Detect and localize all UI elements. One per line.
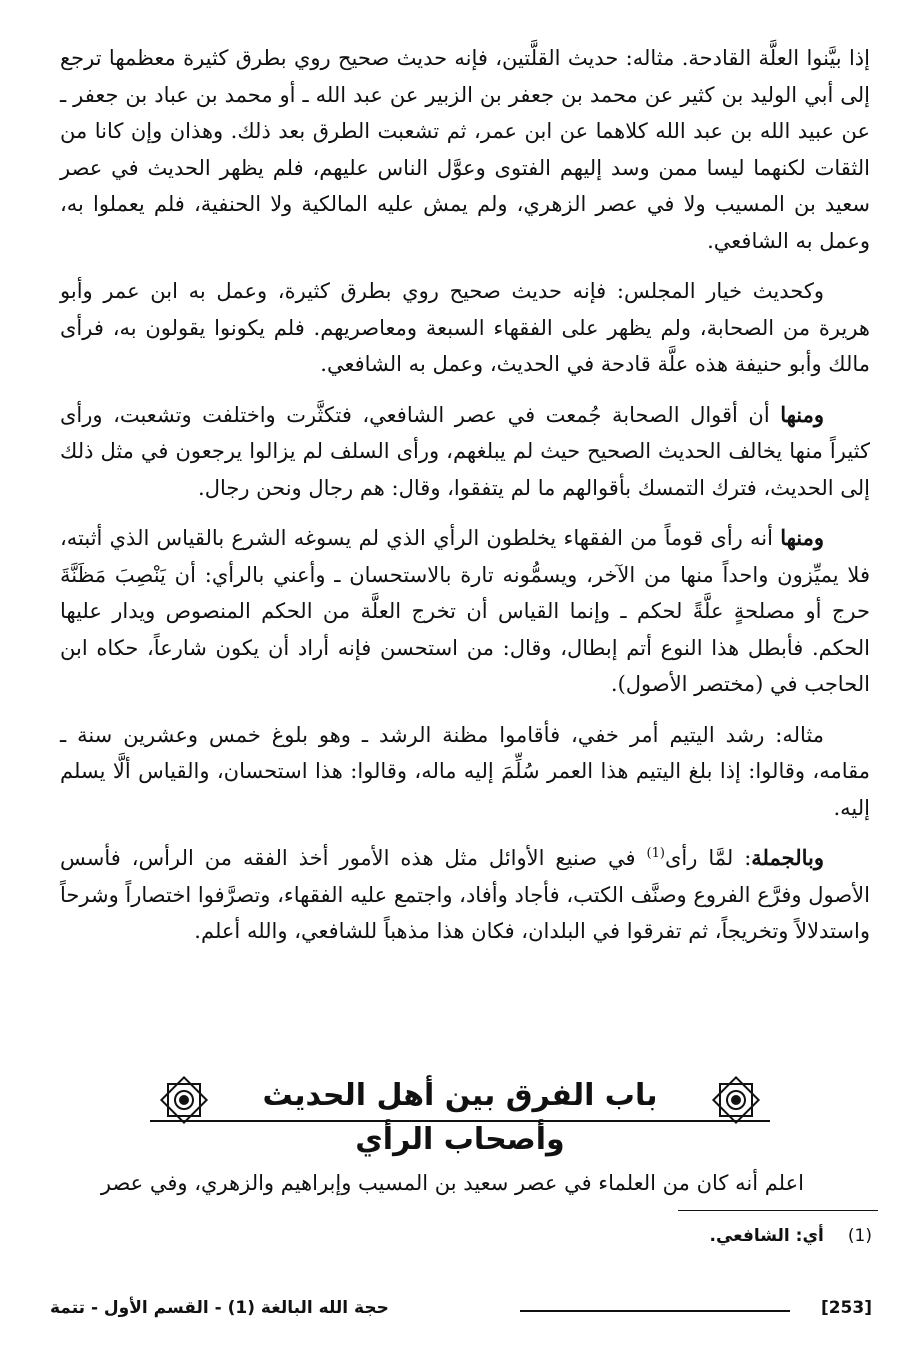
paragraph-text: في صنيع الأوائل مثل هذه الأمور أخذ الفقه من الرأس، فأسس الأصول وفرَّع الفروع وصنَّف الكتب، فأجاد وأفاد، واجتمع عليه الفقهاء، وتصرَّفوا اختصاراً وشرحاً واستدلالاً وتخريجاً، ثم تفرقوا في البلدان، فكان هذا مذهباً للشافعي، والله أعلم. [60, 846, 870, 943]
section-heading-frame [150, 1070, 770, 1157]
paragraph-text: مثاله: رشد اليتيم أمر خفي، فأقاموا مظنة الرشد ـ وهو بلوغ خمس وعشرين سنة ـ مقامه، وقالوا: إذا بلغ اليتيم هذا العمر سُلِّمَ إليه ماله، وقالوا: هذا استحسان، والقياس ألَّا يسلم إليه. [60, 722, 870, 820]
paragraph-5 [60, 717, 870, 827]
paragraph-text: وكحديث خيار المجلس: فإنه حديث صحيح روي بطرق كثيرة، وعمل به ابن عمر وأبو هريرة من الصحابة، ولم يظهر على الفقهاء السبعة ومعاصريهم. فلم يكونوا يقولون به، فرأى مالك وأبو حنيفة هذه علَّة قادحة في الحديث، وعمل به الشافعي. [60, 279, 870, 376]
section-first-line: اعلم أنه كان من العلماء في عصر سعيد بن المسيب وإبراهيم والزهري، وفي عصر [100, 1171, 804, 1195]
footnote [92, 1222, 872, 1250]
footnote-text: أي: الشافعي. [709, 1226, 824, 1246]
paragraph-text: إذا بيَّنوا العلَّة القادحة. مثاله: حديث القلَّتين، فإنه حديث صحيح روي بطرق كثيرة معظمها ترجع إلى أبي الوليد بن كثير عن محمد بن جعفر بن الزبير عن عبد الله ـ أو محمد بن عباد بن جعفر ـ عن عبيد الله بن عبد الله كلاهما عن ابن عمر، ثم تشعبت الطرق بعد ذلك. وهذان وإن كانا من الثقات لكنهما ليسا ممن وسد إليهم الفتوى وعوَّل الناس عليهم، فلم يظهر الحديث في عصر سعيد بن المسيب ولا في عصر الزهري، ولم يمش عليه المالكية ولا الحنفية، فلم يعملوا به، وعمل به الشافعي. [60, 46, 870, 253]
footnote-separator [678, 1210, 878, 1211]
paragraph-lead: ومنها [780, 525, 824, 550]
paragraph-text: أنه رأى قوماً من الفقهاء يخلطون الرأي الذي لم يسوغه الشرع بالقياس الذي أثبته، فلا يميِّزون واحداً منها من الآخر، ويسمُّونه تارة بالاستحسان ـ وأعني بالرأي: أن يَنْصِبَ مَظَنَّةَ حرج أو مصلحةٍ علَّةً لحكم ـ وإنما القياس أن تخرج العلَّة من الحكم المنصوص ويدار عليها الحكم. فأبطل هذا النوع أتم إبطال، وقال: من استحسن فإنه أراد أن يكون شارعاً، حكاه ابن الحاجب في (مختصر الأصول). [60, 526, 870, 696]
page-footer [40, 1296, 880, 1326]
running-title: حجة الله البالغة (1) - القسم الأول - تتمة [50, 1298, 389, 1318]
paragraph-1 [60, 40, 870, 259]
paragraph-text: أن أقوال الصحابة جُمعت في عصر الشافعي، فتكثَّرت واختلفت وتشعبت، ورأى كثيراً منها يخالف الحديث الصحيح حيث لم يبلغهم، ورأى السلف لم يزالوا يرجعون في مثل ذلك إلى الحديث، فترك التمسك بأقوالهم ما لم يتفقوا، وقال: هم رجال ونحن رجال. [60, 402, 870, 500]
footnote-number: (1) [847, 1226, 872, 1246]
paragraph-4 [60, 520, 870, 703]
main-text [60, 40, 870, 964]
paragraph-lead: وبالجملة [751, 845, 824, 870]
paragraph-text: : لمَّا رأى [664, 846, 752, 870]
paragraph-3 [60, 397, 870, 507]
paragraph-2 [60, 273, 870, 383]
paragraph-6 [60, 840, 870, 950]
page-number: [253] [820, 1298, 872, 1318]
footer-rule [520, 1310, 790, 1312]
paragraph-lead: ومنها [780, 401, 824, 427]
octagram-rosette-icon [158, 1074, 210, 1126]
footnote-reference[interactable]: (1) [646, 846, 665, 861]
section-heading: باب الفرق بين أهل الحديث وأصحاب الرأي [262, 1078, 658, 1157]
octagram-rosette-icon [710, 1074, 762, 1126]
